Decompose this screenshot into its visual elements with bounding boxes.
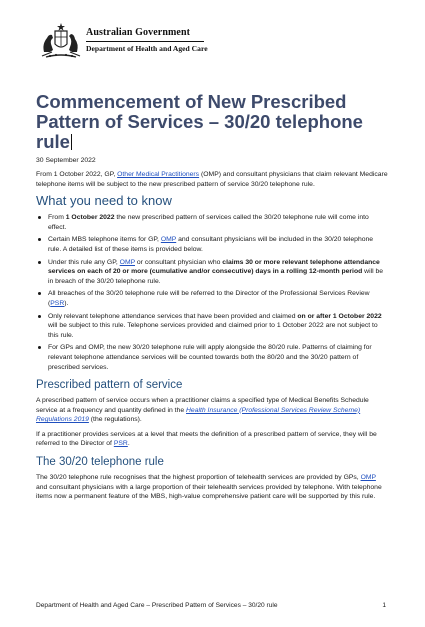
list-item: Certain MBS telephone items for GP, OMP and consultant physicians will be included in the 30/20 telephone rule. A detailed list of these items is provided below. [36, 235, 388, 254]
document-body [36, 92, 388, 502]
document-header [38, 22, 378, 62]
government-wordmark [86, 27, 208, 54]
psr-link[interactable]: PSR [50, 299, 65, 307]
department-name: Department of Health and Aged Care [86, 44, 208, 53]
list-item: Under this rule any GP, OMP or consultant physician who claims 30 or more relevant telephone attendance services on each of 20 or more (cumulative and/or consecutive) days in a rolling 12-month period will be in breach of the 30/20 telephone rule. [36, 258, 388, 287]
regulations-link[interactable]: Health Insurance (Professional Services Review Scheme) Regulations 2019 [36, 406, 361, 424]
intro-paragraph: From 1 October 2022, GP, Other Medical Practitioners (OMP) and consultant physicians that claim relevant Medicare telephone items will be subject to the new prescribed pattern of service 30/20 telephone rule. [36, 171, 388, 188]
list-item: For GPs and OMP, the new 30/20 telephone rule will apply alongside the 80/20 rule. Patterns of claiming for relevant telephone attendance services will be counted towards both the 80/20 and the 30/20 pattern of prescribed services. [36, 343, 388, 372]
title-line-3: rule [36, 131, 70, 152]
section-heading-30-20-rule: The 30/20 telephone rule [36, 456, 164, 469]
footer-text: Department of Health and Aged Care – Prescribed Pattern of Services – 30/20 rule [36, 602, 278, 609]
prescribed-pattern-paragraph-1: A prescribed pattern of service occurs when a practitioner claims a specified type of Medical Benefits Schedule service at a frequency and quantity defined in the Health Insurance (Professional Services Review Scheme) Regulations 2019 (the regulations). [36, 397, 369, 424]
coat-of-arms-icon [38, 22, 84, 60]
omp-link[interactable]: OMP [119, 258, 136, 266]
page-title[interactable] [36, 92, 388, 152]
government-name: Australian Government [86, 27, 191, 38]
key-points-list [36, 213, 388, 372]
text-cursor [71, 134, 72, 150]
list-item: From 1 October 2022 the new prescribed pattern of services called the 30/20 telephone rule will come into effect. [36, 213, 388, 232]
prescribed-pattern-paragraph-2: If a practitioner provides services at a level that meets the definition of a prescribed pattern of service, they will be referred to the Director of PSR. [36, 430, 377, 448]
psr-link[interactable]: PSR [113, 440, 128, 448]
section-heading-what-you-need-to-know: What you need to know [36, 193, 172, 209]
title-line-1: Commencement of New Prescribed [36, 91, 347, 112]
wordmark-divider [86, 41, 204, 42]
title-line-2: Pattern of Services – 30/20 telephone [36, 111, 363, 132]
telephone-rule-paragraph: The 30/20 telephone rule recognises that the highest proportion of telehealth services are provided by GPs, OMP and consultant physicians with a large proportion of their telehealth services provided by telephone. With telephone items now a permanent feature of the MBS, high-value comprehensive patient care will be supported by this rule. [36, 474, 382, 501]
publish-date: 30 September 2022 [36, 157, 96, 164]
omp-link[interactable]: OMP [160, 236, 177, 244]
list-item: All breaches of the 30/20 telephone rule will be referred to the Director of the Professional Services Review (PSR). [36, 289, 388, 308]
omp-link[interactable]: OMP [360, 474, 376, 482]
section-heading-prescribed-pattern: Prescribed pattern of service [36, 379, 183, 392]
other-medical-practitioners-link[interactable]: Other Medical Practitioners [117, 171, 200, 178]
page-number: 1 [382, 602, 386, 609]
list-item: Only relevant telephone attendance services that have been provided and claimed on or after 1 October 2022 will be subject to this rule. Telephone services provided and claimed prior to 1 October 2022 are not subject to this rule. [36, 312, 388, 341]
